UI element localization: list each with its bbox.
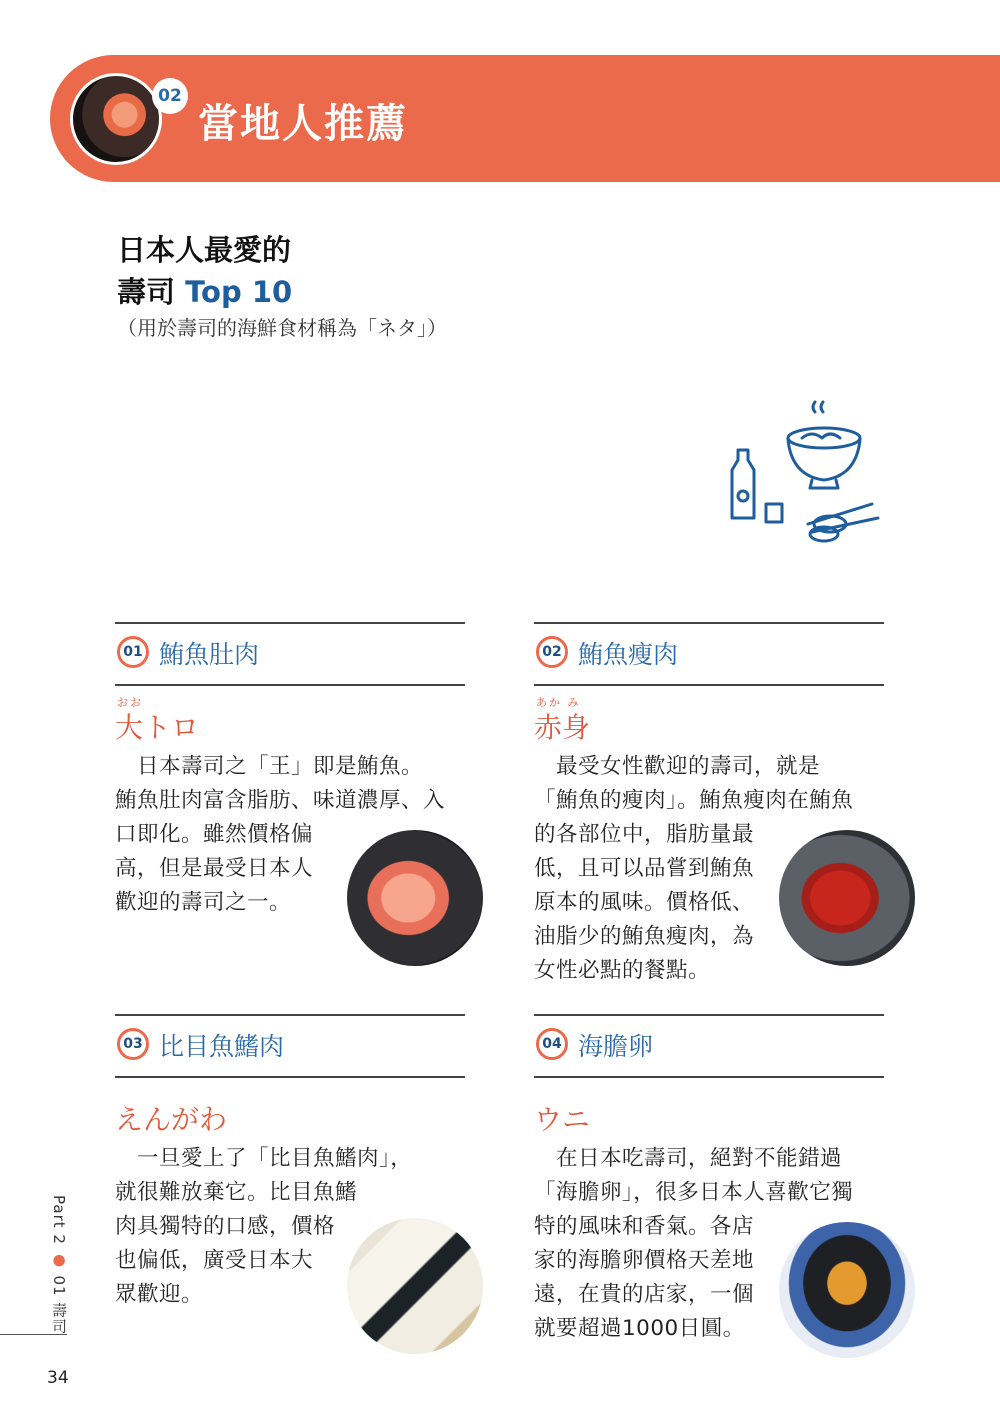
side-tab-dot: ● (50, 1250, 68, 1270)
desc-line: 眾歡迎。 (115, 1282, 204, 1307)
desc-line: 日本壽司之「王」即是鮪魚。 (115, 754, 424, 779)
chapter-title: 當地人推薦 (198, 101, 408, 147)
item-chinese-name: 比目魚鰭肉 (159, 1032, 285, 1061)
page-number: 34 (47, 1368, 69, 1388)
item-japanese-name: えんがわ (115, 1103, 228, 1136)
heading-note: （用於壽司的海鮮食材稱為「ネタ」） (117, 316, 447, 340)
divider (115, 684, 465, 686)
heading-line2-main: 壽司 (117, 275, 186, 309)
desc-line: 「鮪魚的瘦肉」。鮪魚瘦肉在鮪魚 (534, 788, 854, 813)
desc-line: 口即化。雖然價格偏 (115, 822, 314, 847)
desc-line: 油脂少的鮪魚瘦肉，為 (534, 924, 755, 949)
engawa-photo (347, 1218, 483, 1354)
item-number-badge: 04 (536, 1028, 568, 1060)
uni-photo (779, 1222, 915, 1358)
divider (534, 684, 884, 686)
item-ruby: あか み (536, 696, 581, 709)
sushi-photo-icon (70, 73, 162, 165)
desc-line: 最受女性歡迎的壽司，就是 (534, 754, 821, 779)
divider (534, 1014, 884, 1016)
divider (115, 1014, 465, 1016)
side-tab-part: Part 2 (50, 1195, 68, 1245)
item-japanese-name: 大トロ (115, 711, 200, 744)
item-number-badge: 01 (117, 636, 149, 668)
item-number-badge: 02 (536, 636, 568, 668)
item-chinese-name: 海膽卵 (578, 1032, 654, 1061)
sake-bowl-sushi-icon (720, 400, 890, 560)
desc-line: 的各部位中，脂肪量最 (534, 822, 755, 847)
heading-line1: 日本人最愛的 (117, 233, 292, 267)
item-japanese-name: ウニ (534, 1103, 591, 1136)
divider (115, 1076, 465, 1078)
item-japanese-name: 赤身 (534, 711, 591, 744)
akami-photo (779, 830, 915, 966)
desc-line: 一旦愛上了「比目魚鰭肉」， (115, 1146, 413, 1171)
desc-line: 就要超過1000日圓。 (534, 1316, 745, 1341)
divider (115, 622, 465, 624)
desc-line: 低，且可以品嘗到鮪魚 (534, 856, 755, 881)
heading-top10: Top 10 (185, 275, 293, 309)
desc-line: 就很難放棄它。比目魚鰭 (115, 1180, 358, 1205)
desc-line: 遠，在貴的店家，一個 (534, 1282, 755, 1307)
item-chinese-name: 鮪魚肚肉 (159, 640, 260, 669)
desc-line: 也偏低，廣受日本大 (115, 1248, 314, 1273)
side-tab (50, 1195, 70, 1334)
desc-line: 高，但是最受日本人 (115, 856, 314, 881)
desc-line: 家的海膽卵價格天差地 (534, 1248, 755, 1273)
side-divider (0, 1334, 67, 1335)
item-ruby: おお (117, 696, 143, 709)
side-tab-chapter: 01 壽司 (50, 1275, 68, 1335)
desc-line: 特的風味和香氣。各店 (534, 1214, 755, 1239)
item-number-badge: 03 (117, 1028, 149, 1060)
desc-line: 「海膽卵」，很多日本人喜歡它獨 (534, 1180, 854, 1205)
desc-line: 女性必點的餐點。 (534, 958, 711, 983)
header-banner (50, 55, 1000, 182)
chapter-number-badge: 02 (152, 78, 188, 114)
desc-line: 歡迎的壽司之一。 (115, 890, 292, 915)
item-chinese-name: 鮪魚瘦肉 (578, 640, 679, 669)
divider (534, 1076, 884, 1078)
otoro-photo (347, 830, 483, 966)
desc-line: 原本的風味。價格低、 (534, 890, 755, 915)
desc-line: 鮪魚肚肉富含脂肪、味道濃厚、入 (115, 788, 446, 813)
desc-line: 在日本吃壽司，絕對不能錯過 (534, 1146, 843, 1171)
heading-line2 (117, 270, 292, 311)
desc-line: 肉具獨特的口感，價格 (115, 1214, 336, 1239)
divider (534, 622, 884, 624)
